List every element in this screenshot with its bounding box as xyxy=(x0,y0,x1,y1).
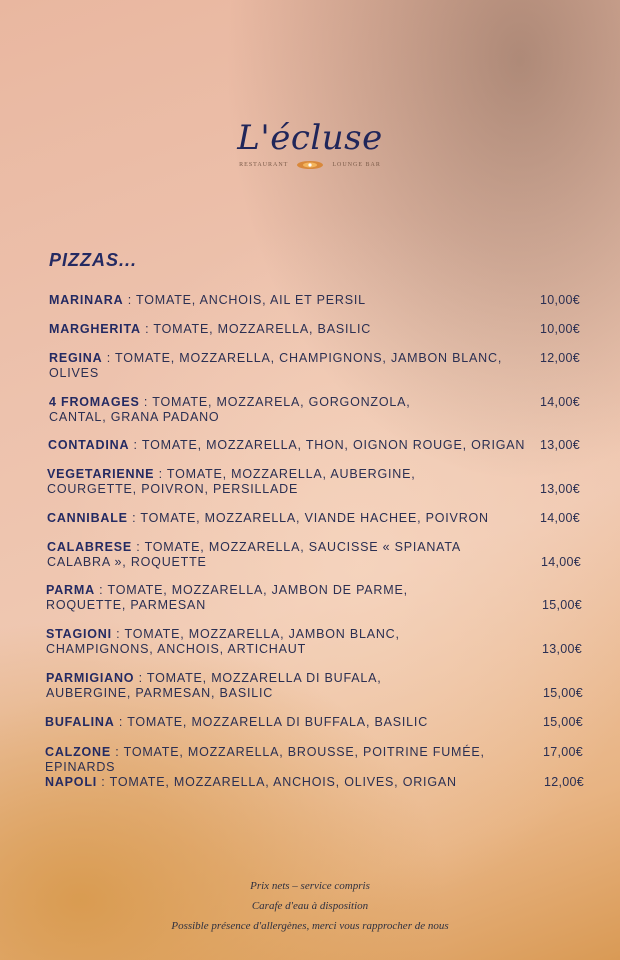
item-name: CALZONE xyxy=(45,745,112,759)
section-title: PIZZAS... xyxy=(49,250,138,270)
item-price: 15,00€ xyxy=(543,686,584,700)
item-name: CONTADINA xyxy=(48,438,130,452)
item-price: 13,00€ xyxy=(542,642,583,656)
flame-emblem-icon xyxy=(296,160,324,170)
item-name: MARINARA xyxy=(49,293,124,307)
item-name: MARGHERITA xyxy=(49,322,141,336)
item-price: 13,00€ xyxy=(540,438,581,452)
item-name: VEGETARIENNE xyxy=(47,467,155,481)
logo-text: L'écluse xyxy=(237,118,383,158)
item-description: TOMATE, MOZZARELLA DI BUFALA, AUBERGINE, PARMESAN, BASILIC xyxy=(46,671,382,700)
item-description: TOMATE, MOZZARELLA, CHAMPIGNONS, JAMBON BLANC, OLIVES xyxy=(49,351,503,380)
item-description: TOMATE, MOZZARELLA, AUBERGINE, COURGETTE, POIVRON, PERSILLADE xyxy=(47,467,416,496)
item-price: 15,00€ xyxy=(542,598,583,612)
item-price: 14,00€ xyxy=(541,555,582,569)
item-description: TOMATE, MOZZARELLA, BROUSSE, POITRINE FUMÉE, EPINARDS xyxy=(45,745,485,774)
item-price: 13,00€ xyxy=(540,482,581,496)
item-price: 15,00€ xyxy=(543,715,584,729)
item-name: BUFALINA xyxy=(45,715,115,729)
item-description: TOMATE, ANCHOIS, AIL ET PERSIL xyxy=(136,293,366,307)
footer-note-allergens: Possible présence d'allergènes, merci vous rapprocher de nous xyxy=(171,920,449,932)
item-price: 14,00€ xyxy=(540,511,581,525)
item-name: CALABRESE xyxy=(47,540,132,554)
item-description: TOMATE, MOZZARELLA DI BUFFALA, BASILIC xyxy=(127,715,429,729)
item-description: TOMATE, MOZZARELLA, JAMBON DE PARME, ROQUETTE, PARMESAN xyxy=(46,583,408,612)
item-price: 12,00€ xyxy=(540,351,581,365)
footer-note-water: Carafe d'eau à disposition xyxy=(251,900,369,912)
item-price: 12,00€ xyxy=(544,775,585,789)
menu-footer-notes xyxy=(0,876,620,936)
item-name: CANNIBALE xyxy=(47,511,128,525)
item-price: 14,00€ xyxy=(540,395,581,409)
item-name: REGINA xyxy=(49,351,103,365)
item-name: STAGIONI xyxy=(46,627,112,641)
item-description: TOMATE, MOZZARELLA, BASILIC xyxy=(153,322,372,336)
tagline-left: RESTAURANT xyxy=(239,162,289,168)
item-description: TOMATE, MOZZARELA, GORGONZOLA, CANTAL, GRANA PADANO xyxy=(49,395,411,424)
item-price: 10,00€ xyxy=(540,293,581,307)
footer-note-prices: Prix nets – service compris xyxy=(250,880,370,892)
item-name: 4 FROMAGES xyxy=(49,395,140,409)
logo-tagline xyxy=(0,160,620,170)
item-description: TOMATE, MOZZARELLA, VIANDE HACHEE, POIVRON xyxy=(140,511,489,525)
item-name: PARMA xyxy=(46,583,95,597)
tagline-right: LOUNGE BAR xyxy=(332,162,381,168)
item-name: NAPOLI xyxy=(45,775,98,789)
item-description: TOMATE, MOZZARELLA, ANCHOIS, OLIVES, ORIGAN xyxy=(109,775,457,789)
item-name: PARMIGIANO xyxy=(46,671,135,685)
item-price: 10,00€ xyxy=(540,322,581,336)
item-description: TOMATE, MOZZARELLA, SAUCISSE « SPIANATA CALABRA », ROQUETTE xyxy=(47,540,461,569)
item-description: TOMATE, MOZZARELLA, THON, OIGNON ROUGE, ORIGAN xyxy=(141,438,526,452)
item-price: 17,00€ xyxy=(543,745,584,759)
restaurant-logo xyxy=(0,118,620,170)
item-description: TOMATE, MOZZARELLA, JAMBON BLANC, CHAMPIGNONS, ANCHOIS, ARTICHAUT xyxy=(46,627,400,656)
